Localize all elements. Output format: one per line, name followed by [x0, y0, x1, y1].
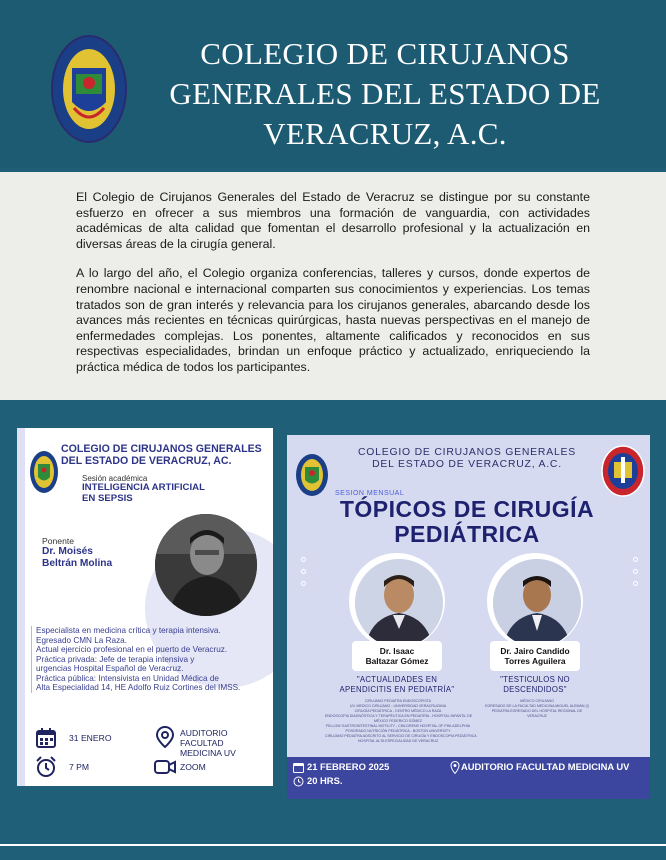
poster-title [332, 497, 602, 547]
video-camera-icon [154, 756, 176, 778]
org-line: DEL ESTADO DE VERACRUZ, A.C. [372, 459, 562, 470]
college-seal-logo [50, 34, 128, 144]
clock-icon [293, 776, 304, 787]
talk-title [331, 675, 463, 694]
decorative-dot [633, 581, 638, 586]
cv-line: FELLOW GASTROINTESTINAL MOTILITY - CHILDRENS HOSPITAL OF PHILADELPHIA [325, 724, 471, 728]
speaker-name [42, 546, 152, 570]
title-line: GENERALES DEL ESTADO DE [169, 76, 601, 111]
speaker-bio [31, 626, 269, 693]
speaker-name-box [352, 641, 442, 671]
topic-line: INTELIGENCIA ARTIFICIAL [82, 482, 205, 493]
session-topic [82, 483, 262, 504]
intro-paragraph: El Colegio de Cirujanos Generales del Estado de Veracruz se distingue por su constante esfuerzo en ofrecer a sus miembros una formación de vanguardia, con actividades académicas de alta calidad que fomentan el desarrollo profesional y la actualización en diversas áreas de la cirugía general. [76, 190, 590, 251]
speaker-name-line: Beltrán Molina [42, 558, 113, 569]
cv-line: CIRUJANO PEDIATRA ENDOSCOPISTA [364, 699, 432, 703]
college-seal-logo [295, 453, 329, 497]
poster-ai-sepsis [17, 428, 273, 786]
bio-line: Práctica privada: Jefe de terapia intensiva y [36, 654, 195, 664]
speaker-name-line: Baltazar Gómez [365, 656, 429, 666]
cv-line: EGRESADO DE LA FACULTAD MEDICINA MIGUEL ALEMÁN (I) [485, 704, 589, 708]
decorative-dot [633, 569, 638, 574]
page-title [150, 34, 620, 154]
org-line: COLEGIO DE CIRUJANOS GENERALES [61, 443, 262, 455]
venue-line: MEDICINA UV [180, 748, 236, 758]
decorative-dot [301, 581, 306, 586]
bio-line: Alta Especialidad 14, HE Adolfo Ruiz Cortines del IMSS. [36, 683, 241, 692]
cv-line: CIRUJANO PEDIATRA ADSCRITO AL SERVICIO DE CIRUGÍA Y ENDOSCOPIA PEDIÁTRICA [325, 734, 477, 738]
title-line: TÓPICOS DE CIRUGÍA [339, 496, 595, 522]
event-mode: ZOOM [180, 762, 206, 772]
cv-line: POSGRADO NUTRICIÓN PEDIÁTRICA - BOSTON UNIVERSITY [345, 729, 451, 733]
session-label: Sesión académica [82, 474, 148, 483]
title-line: COLEGIO DE CIRUJANOS [200, 36, 570, 71]
speaker-photo [355, 559, 443, 647]
title-line: PEDIÁTRICA [394, 521, 540, 547]
location-pin-icon [154, 726, 176, 748]
poster-pediatric-surgery [287, 435, 650, 799]
event-time: 20 HRS. [307, 775, 343, 786]
cv-line: VERACRUZ [527, 714, 547, 718]
speaker-photo [155, 514, 257, 616]
decorative-dot [301, 557, 306, 562]
cv-line: CIRUGÍA PEDIÁTRICA - CENTRO MÉDICO LA RAZA [354, 709, 442, 713]
org-line: DEL ESTADO DE VERACRUZ, AC. [61, 455, 232, 467]
speaker-cv [325, 699, 477, 744]
calendar-icon [35, 727, 57, 749]
bio-line: urgencias Hospital Español de Veracruz. [36, 664, 184, 673]
speaker-name-line: Dr. Jairo Candido [500, 646, 570, 656]
talk-title-line: "ACTUALIDADES EN [356, 675, 438, 684]
talk-title [475, 675, 595, 694]
topic-line: EN SEPSIS [82, 492, 133, 504]
cv-line: UV, MEDICO CIRUJANO - UNIVERSIDAD VERACRUZANA [349, 704, 447, 708]
bio-line: Práctica pública: Intensivista en Unidad Médica de [36, 673, 219, 683]
bio-line: Especialista en medicina crítica y terapia intensiva. [36, 626, 221, 635]
cv-line: HOSPITAL ALTA ESPECIALIDAD DE VERACRUZ [357, 739, 439, 743]
college-seal-logo [29, 450, 59, 494]
speaker-name-line: Dr. Isaac [379, 646, 415, 656]
event-venue [180, 728, 273, 758]
talk-title-line: "TESTICULOS NO [500, 675, 570, 684]
cv-line: PEDIATRA EGRESADO DEL HOSPITAL REGIONAL DE [491, 709, 583, 713]
poster-org-name [337, 447, 597, 471]
alarm-clock-icon [35, 756, 57, 778]
speaker-photo [493, 559, 581, 647]
talk-title-line: DESCENDIDOS" [503, 684, 567, 694]
intro-section [0, 172, 666, 400]
cv-line: MÉXICO FEDERICO GÓMEZ [374, 719, 422, 723]
decorative-dot [301, 569, 306, 574]
speaker-name-line: Dr. Moisés [42, 546, 93, 557]
speaker-cv [477, 699, 597, 719]
bio-line: Egresado CMN La Raza. [36, 635, 128, 645]
calendar-icon [293, 762, 304, 773]
event-date: 21 FEBRERO 2025 [307, 761, 390, 772]
hospital-seal-logo [601, 445, 645, 497]
title-line: VERACRUZ, A.C. [263, 116, 507, 151]
location-pin-icon [450, 761, 460, 774]
decorative-dot [633, 557, 638, 562]
speaker-name-line: Torres Aguilera [504, 656, 566, 666]
footer-divider [0, 844, 666, 846]
talk-title-line: APENDICITIS EN PEDIATRÍA" [339, 684, 455, 694]
event-time: 7 PM [69, 762, 90, 772]
session-label: SESION MENSUAL [335, 490, 405, 497]
poster-org-name [61, 443, 271, 467]
page-header [0, 0, 666, 168]
poster-side-band [17, 428, 25, 786]
org-line: COLEGIO DE CIRUJANOS GENERALES [357, 447, 576, 458]
event-venue: AUDITORIO FACULTAD MEDICINA UV [461, 761, 630, 772]
cv-line: ENDOSCOPIA DIAGNÓSTICA Y TERAPÉUTICA EN PEDIATRÍA - HOSPITAL INFANTIL DE [325, 714, 473, 718]
venue-line: AUDITORIO FACULTAD [180, 728, 228, 748]
event-date: 31 ENERO [69, 733, 112, 743]
speaker-name-box [490, 641, 580, 671]
bio-line: Actual ejercicio profesional en el puerto de Veracruz. [36, 645, 228, 654]
speaker-label: Ponente [42, 536, 75, 546]
cv-line: MÉDICO CIRUJANO [520, 699, 554, 703]
intro-paragraph: A lo largo del año, el Colegio organiza conferencias, talleres y cursos, donde expertos de renombre nacional e internacional comparten sus conocimientos y experiencias. Los temas tratados son de gran interés y relevancia para los cirujanos generales, abarcando desde los avances más recientes en técnicas quirúrgicas, hasta nuevas perspectivas en el manejo de enfermedades complejas. Los ponentes, altamente calificados y reconocidos en sus respectivas especialidades, brindan un enfoque práctico y actualizado, enriqueciendo la práctica médica de todos los participantes. [76, 266, 590, 374]
